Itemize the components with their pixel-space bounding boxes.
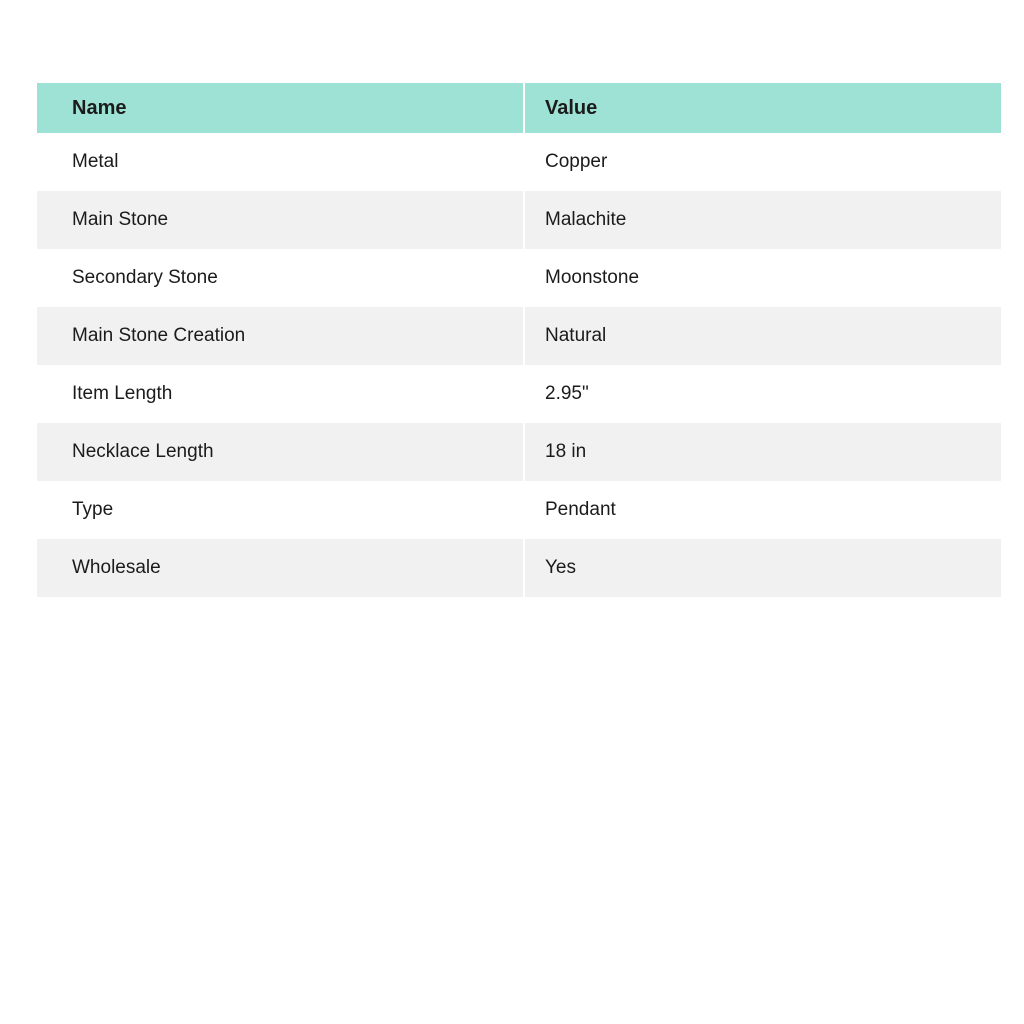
cell-value: Copper [523,133,1001,191]
cell-name: Item Length [37,365,523,423]
cell-name: Main Stone [37,191,523,249]
column-header-value: Value [523,83,1001,133]
cell-value: Pendant [523,481,1001,539]
table-row [37,423,1001,481]
cell-name: Main Stone Creation [37,307,523,365]
product-attributes-table [37,83,1001,597]
cell-name: Type [37,481,523,539]
cell-value: 2.95" [523,365,1001,423]
cell-name: Necklace Length [37,423,523,481]
cell-value: 18 in [523,423,1001,481]
cell-name: Wholesale [37,539,523,597]
cell-value: Moonstone [523,249,1001,307]
cell-value: Natural [523,307,1001,365]
table-row [37,365,1001,423]
column-header-name: Name [37,83,523,133]
table-body [37,133,1001,597]
cell-name: Metal [37,133,523,191]
cell-name: Secondary Stone [37,249,523,307]
table-header [37,83,1001,133]
table-row [37,133,1001,191]
table-header-row [37,83,1001,133]
table-row [37,307,1001,365]
table-row [37,481,1001,539]
table-row [37,249,1001,307]
table-row [37,191,1001,249]
cell-value: Malachite [523,191,1001,249]
table-row [37,539,1001,597]
cell-value: Yes [523,539,1001,597]
